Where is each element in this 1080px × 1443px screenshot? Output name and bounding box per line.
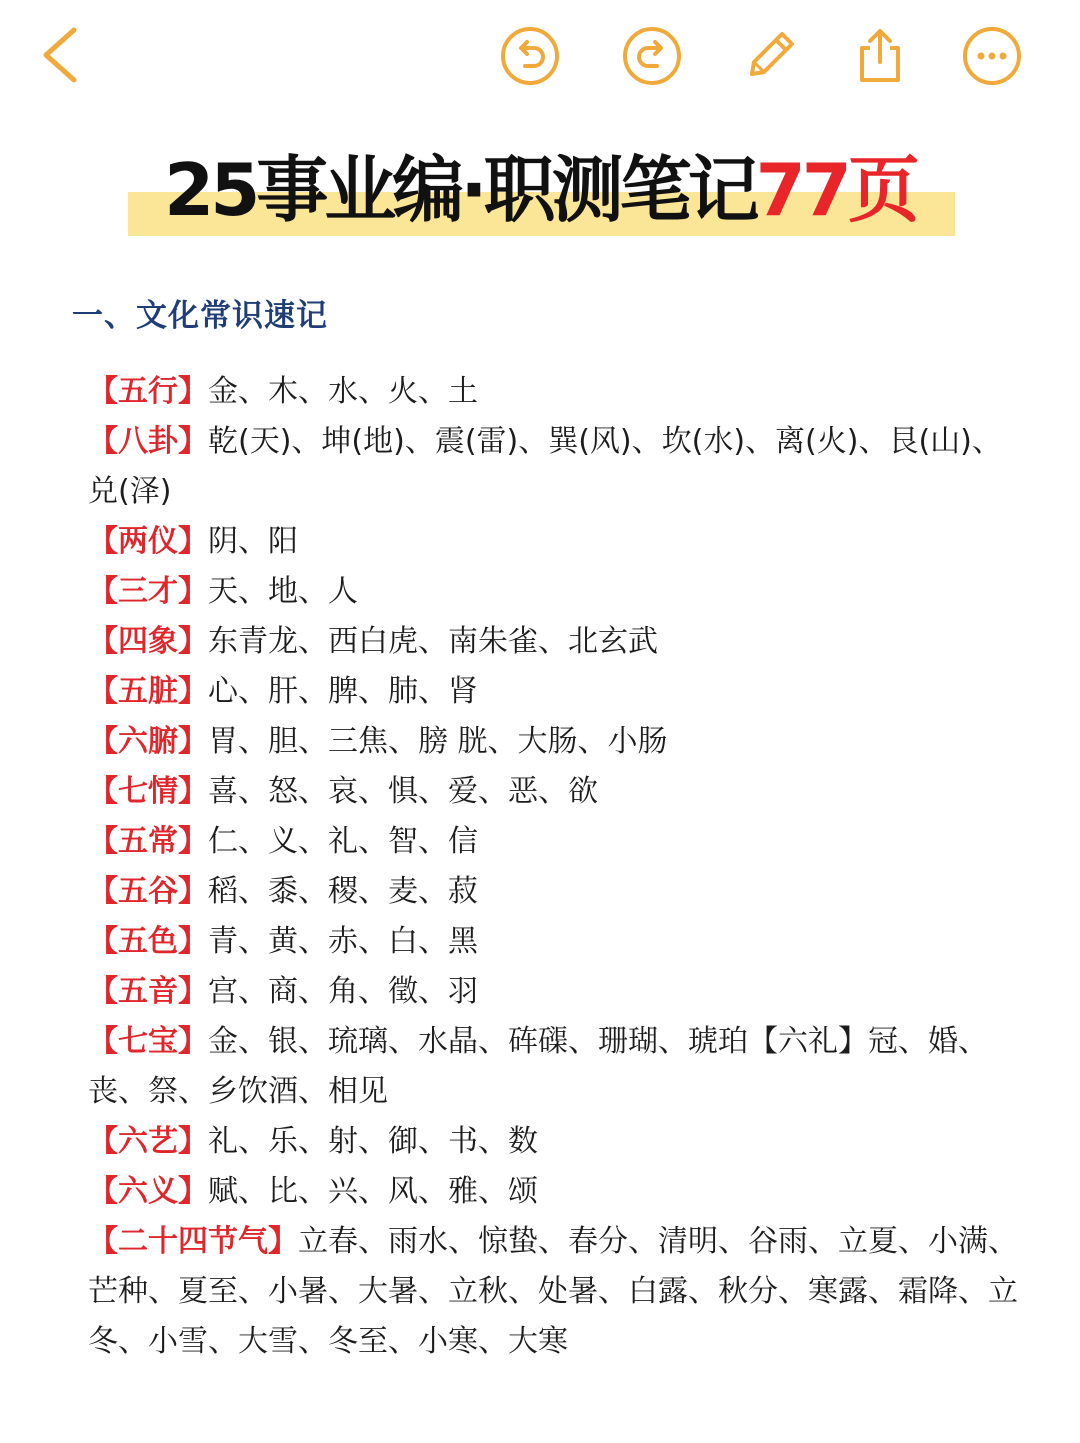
entry-text: 心、肝、脾、肺、肾 (208, 674, 478, 709)
entry-liufu (88, 717, 1023, 767)
entry-text: 金、银、琉璃、水晶、砗磲、珊瑚、琥珀 (208, 1024, 748, 1059)
entry-list (88, 367, 1023, 1367)
title-block (0, 140, 1080, 250)
entry-text: 东青龙、西白虎、南朱雀、北玄武 (208, 624, 658, 659)
entry-text: 金、木、水、火、土 (208, 374, 478, 409)
entry-term: 【三才】 (88, 574, 208, 609)
title-main: 25事业编·职测笔记 (164, 148, 756, 232)
entry-text: 稻、黍、稷、麦、菽 (208, 874, 478, 909)
entry-liuyi-arts (88, 1117, 1023, 1167)
entry-text: 胃、胆、三焦、膀 胱、大肠、小肠 (208, 724, 668, 759)
entry-term: 【六腑】 (88, 724, 208, 759)
entry-text: 赋、比、兴、风、雅、颂 (208, 1174, 538, 1209)
entry-solar-terms (88, 1217, 1023, 1367)
entry-inline-term: 【六礼】 (748, 1024, 868, 1059)
entry-term: 【两仪】 (88, 524, 208, 559)
entry-liangyi (88, 517, 1023, 567)
chevron-left-icon (28, 22, 92, 86)
entry-liuyi-poetry (88, 1167, 1023, 1217)
entry-text: 礼、乐、射、御、书、数 (208, 1124, 538, 1159)
entry-sancai (88, 567, 1023, 617)
entry-text: 天、地、人 (208, 574, 358, 609)
entry-term: 【六义】 (88, 1174, 208, 1209)
entry-inline-text: 冠、婚、丧、祭、乡饮酒、相见 (88, 1024, 988, 1109)
entry-wuzang (88, 667, 1023, 717)
entry-text: 阴、阳 (208, 524, 298, 559)
undo-button[interactable] (498, 24, 562, 88)
entry-term: 【八卦】 (88, 424, 208, 459)
more-icon (960, 24, 1024, 88)
entry-text: 乾(天)、坤(地)、震(雷)、巽(风)、坎(水)、离(火)、艮(山)、兑(泽) (88, 424, 1002, 509)
more-button[interactable] (960, 24, 1024, 88)
entry-qiqing (88, 767, 1023, 817)
top-toolbar (0, 0, 1080, 110)
entry-text: 宫、商、角、徵、羽 (208, 974, 478, 1009)
entry-term: 【五谷】 (88, 874, 208, 909)
share-icon (848, 24, 912, 88)
entry-term: 【四象】 (88, 624, 208, 659)
entry-term: 【五行】 (88, 374, 208, 409)
entry-text: 仁、义、礼、智、信 (208, 824, 478, 859)
entry-term: 【五色】 (88, 924, 208, 959)
entry-wugu (88, 867, 1023, 917)
entry-term: 【五脏】 (88, 674, 208, 709)
pencil-icon (738, 24, 802, 88)
entry-text: 立春、雨水、惊蛰、春分、清明、谷雨、立夏、小满、芒种、夏至、小暑、大暑、立秋、处暑、白露、秋分、寒露、霜降、立冬、小雪、大雪、冬至、小寒、大寒 (88, 1224, 1018, 1359)
back-button[interactable] (28, 22, 92, 86)
entry-term: 【五音】 (88, 974, 208, 1009)
entry-wuchang (88, 817, 1023, 867)
title-page-count: 77页 (755, 148, 916, 232)
entry-term: 【二十四节气】 (88, 1224, 298, 1259)
entry-qibao (88, 1017, 1023, 1117)
entry-wuyin (88, 967, 1023, 1017)
entry-bagua (88, 417, 1023, 517)
entry-text: 青、黄、赤、白、黑 (208, 924, 478, 959)
entry-wuxing (88, 367, 1023, 417)
entry-term: 【七情】 (88, 774, 208, 809)
redo-icon (620, 24, 684, 88)
entry-text: 喜、怒、哀、惧、爱、恶、欲 (208, 774, 598, 809)
section-heading: 一、文化常识速记 (72, 298, 328, 334)
share-button[interactable] (848, 24, 912, 88)
entry-term: 【六艺】 (88, 1124, 208, 1159)
edit-button[interactable] (738, 24, 802, 88)
entry-term: 【七宝】 (88, 1024, 208, 1059)
entry-sixiang (88, 617, 1023, 667)
redo-button[interactable] (620, 24, 684, 88)
undo-icon (498, 24, 562, 88)
page-title (164, 140, 916, 240)
entry-term: 【五常】 (88, 824, 208, 859)
entry-wuse (88, 917, 1023, 967)
